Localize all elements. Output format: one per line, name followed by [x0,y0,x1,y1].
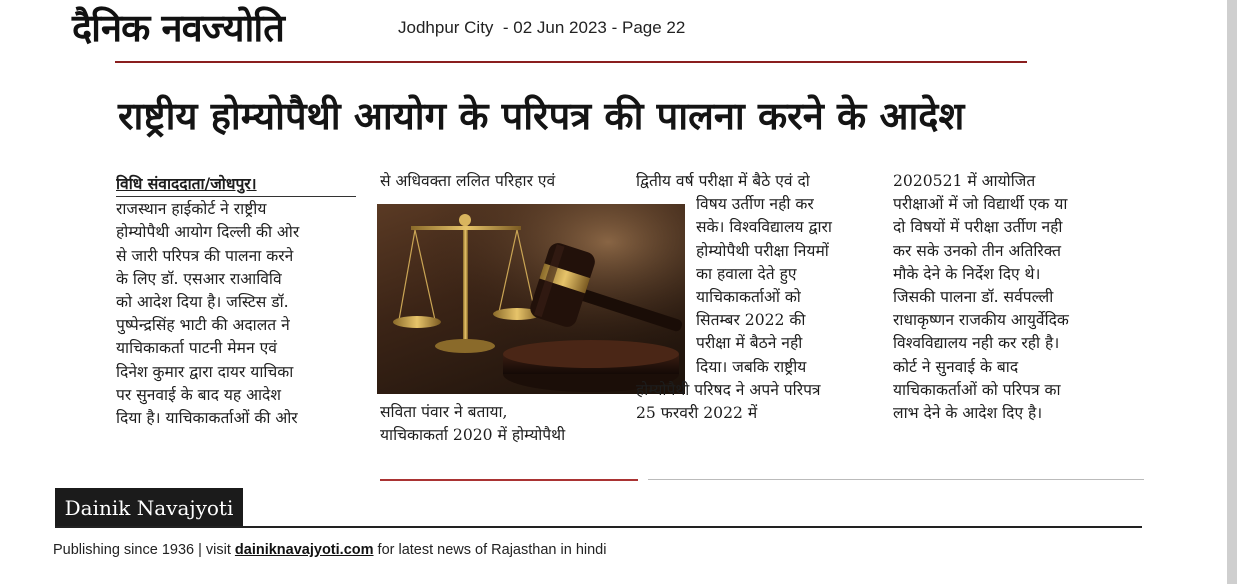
footer-prefix: Publishing since 1936 | visit [53,542,235,558]
text-line: विश्वविद्यालय नही कर रही है। [893,334,1060,353]
header-rule [115,61,1027,63]
article-bottom-rule-grey [648,479,1144,480]
meta-separator: - [493,18,514,37]
article-column-4 [893,170,1125,425]
text-line: दिनेश कुमार द्वारा दायर याचिका [116,362,294,381]
text-line: जिसकी पालना डॉ. सर्वपल्ली [893,288,1054,307]
text-line: के लिए डॉ. एसआर राआविवि [116,269,282,288]
text-line: दो विषयों में परीक्षा उर्तीण नही [893,218,1063,237]
text-line: परीक्षा में बैठने नही [696,334,803,353]
text-line: कोर्ट ने सुनवाई के बाद [893,357,1019,376]
byline: विधि संवाददाता/जोधपुर। [116,174,257,193]
brand-rule [55,526,1142,528]
text-line: का हवाला देते हुए [696,264,797,283]
article-headline: राष्ट्रीय होम्योपैथी आयोग के परिपत्र की पालना करने के आदेश [118,94,965,138]
text-line: पर सुनवाई के बाद यह आदेश [116,385,281,404]
text-line: द्वितीय वर्ष परीक्षा में बैठे एवं दो [636,172,810,190]
text-line: को आदेश दिया है। जस्टिस डॉ. [116,293,289,312]
text-line: से जारी परिपत्र की पालना करने [116,246,294,265]
edition-meta [398,18,685,38]
article-bottom-rule [380,479,638,481]
text-line: लाभ देने के आदेश दिए है। [893,404,1043,423]
brand-label: Dainik Navajyoti [55,488,243,528]
article-column-1 [116,172,356,430]
edition-date: 02 Jun 2023 [513,18,607,37]
text-line: होम्योपैथी परिषद ने अपने परिपत्र [636,380,821,399]
edition-name: Jodhpur City [398,18,494,37]
meta-separator: - [606,18,622,37]
text-line: मौके देने के निर्देश दिए थे। [893,264,1041,283]
text-line: होम्योपैथी आयोग दिल्ली की ओर [116,223,300,242]
text-line: सविता पंवार ने बताया, [380,403,508,421]
text-line: राजस्थान हाईकोर्ट ने राष्ट्रीय [116,200,267,219]
text-line: परीक्षाओं में जो विद्यार्थी एक या [893,195,1068,214]
text-line: दिया है। याचिकाकर्ताओं की ओर [116,409,298,428]
text-line: सके। विश्वविद्यालय द्वारा [696,218,832,237]
text-line: होम्योपैथी परीक्षा नियमों [696,241,829,260]
text-line: सितम्बर 2022 की [696,311,806,330]
footer-text [53,542,606,558]
masthead-logo: दैनिक नवज्योति [72,6,284,50]
page-number: Page 22 [621,18,686,37]
text-line: कर सके उनको तीन अतिरिक्त [893,241,1061,260]
text-line: याचिकाकर्ता पाटनी मेमन एवं [116,339,277,358]
page-edge [1227,0,1237,584]
text-line: पुष्पेन्द्रसिंह भाटी की अदालत ने [116,316,290,335]
website-link[interactable]: dainiknavajyoti.com [234,542,374,558]
text-line: दिया। जबकि राष्ट्रीय [696,357,807,376]
text-line: राधाकृष्णन राजकीय आयुर्वेदिक [893,311,1069,330]
text-line: 25 फरवरी 2022 में [636,404,758,423]
text-line: याचिकाकर्ताओं को [696,288,801,307]
article-column-2-top [380,170,620,193]
footer-suffix: for latest news of Rajasthan in hindi [373,542,607,558]
text-line: याचिकाकर्ता 2020 में होम्योपैथी [380,426,566,445]
article-column-3 [636,170,872,425]
text-line: 2020521 में आयोजित [893,172,1036,190]
text-line: याचिकाकर्ताओं को परिपत्र का [893,380,1061,399]
byline-rule [116,196,356,197]
text-line: विषय उर्तीण नही कर [696,195,814,214]
text-line: से अधिवक्ता ललित परिहार एवं [380,172,556,190]
article-column-2-bottom [380,401,620,447]
